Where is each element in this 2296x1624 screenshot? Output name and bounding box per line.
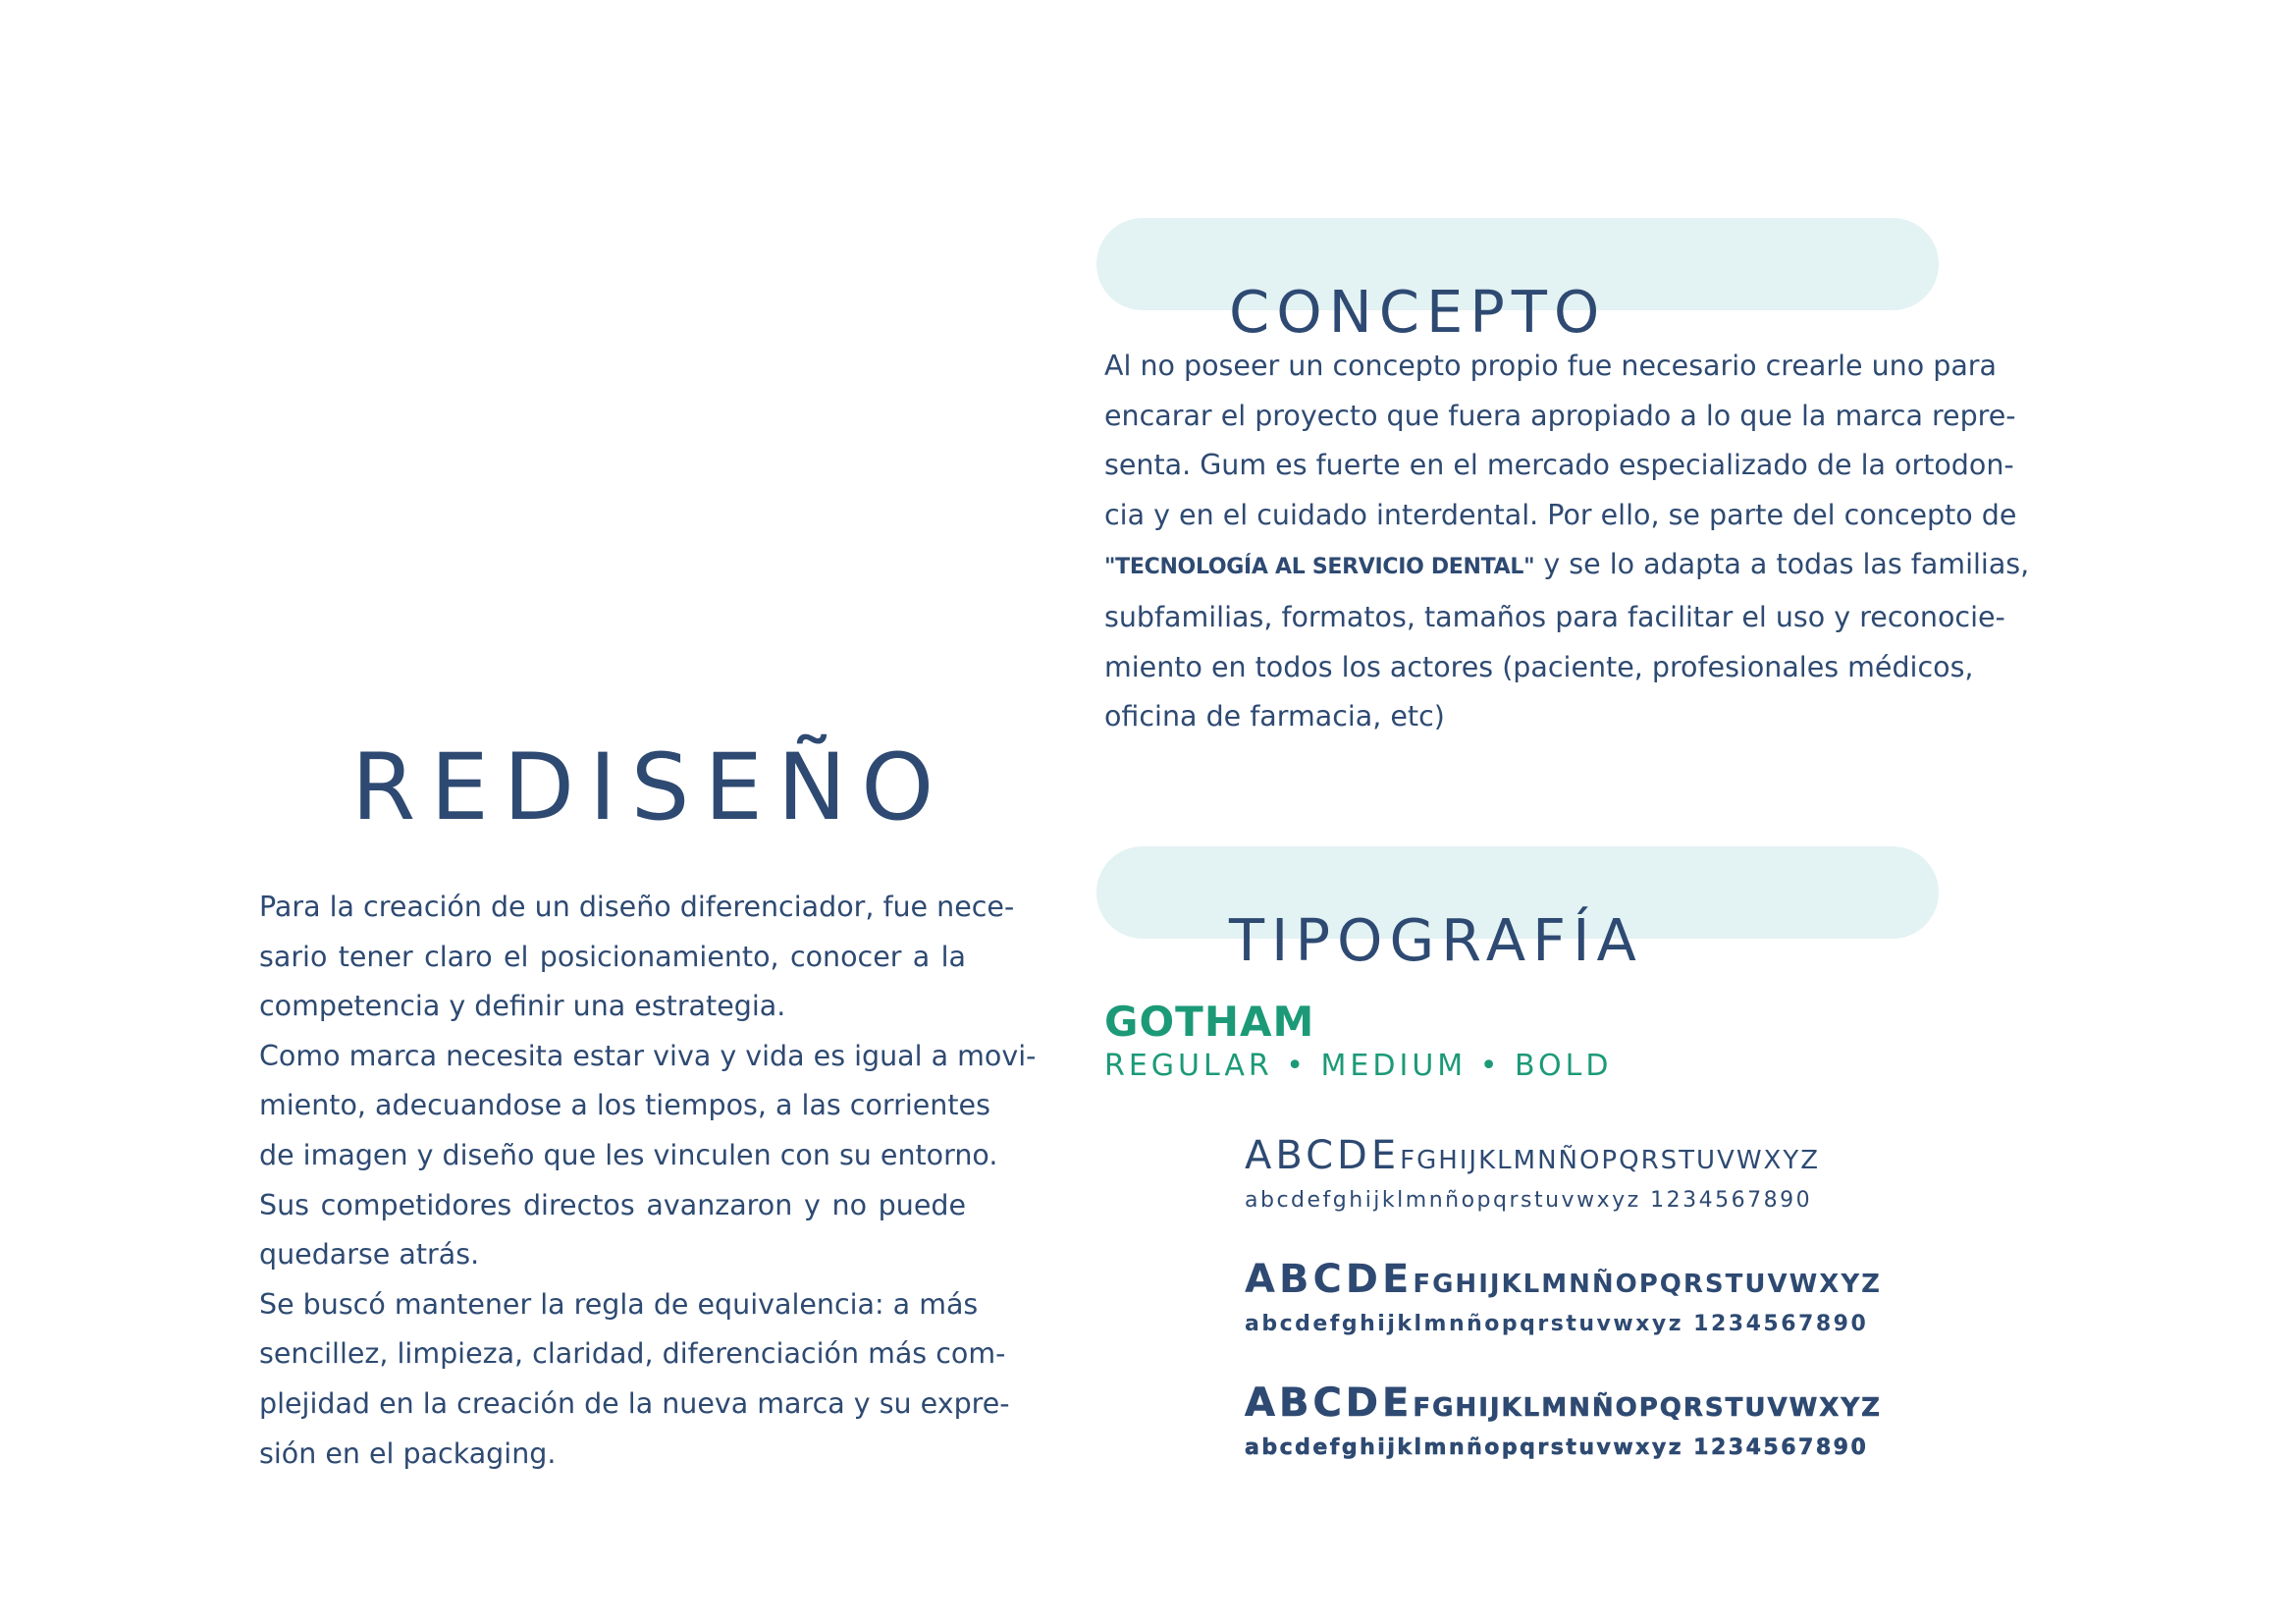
rediseno-line: quedarse atrás.	[259, 1238, 480, 1272]
rediseno-line: competencia y definir una estrategia.	[259, 990, 786, 1023]
concepto-title: CONCEPTO	[1229, 277, 1607, 346]
concepto-line: oficina de farmacia, etc)	[1104, 700, 1445, 733]
rediseno-title: REDISEÑO	[351, 734, 949, 841]
concepto-line-with-tagline	[1104, 540, 2030, 593]
rediseno-line: miento, adecuandose a los tiempos, a las corrientes	[259, 1089, 990, 1122]
specimen-upper-large: ABCDE	[1245, 1380, 1414, 1426]
rediseno-line: Se buscó mantener la regla de equivalencia: a más	[259, 1287, 979, 1321]
rediseno-line: Sus competidores directos avanzaron y no puede	[259, 1188, 966, 1221]
concepto-paragraph	[1104, 342, 2030, 742]
specimen-upper-small: FGHIJKLMNÑOPQRSTUVWXYZ	[1400, 1146, 1821, 1175]
font-name: GOTHAM	[1104, 998, 1315, 1046]
rediseno-line: Como marca necesita estar viva y vida es igual a movi-	[259, 1039, 1037, 1072]
concepto-line: cia y en el cuidado interdental. Por ello, se parte del concepto de	[1104, 498, 2017, 531]
concepto-line: subfamilias, formatos, tamaños para facilitar el uso y reconocie-	[1104, 600, 2005, 633]
concepto-line: miento en todos los actores (paciente, profesionales médicos,	[1104, 650, 1974, 683]
specimen-uppercase	[1245, 1257, 1882, 1310]
specimen-upper-large: ABCDE	[1245, 1257, 1414, 1302]
rediseno-line: sario tener claro el posicionamiento, conocer a la	[259, 940, 966, 973]
rediseno-paragraph	[259, 883, 1037, 1479]
specimen-uppercase	[1245, 1380, 1882, 1434]
tipografia-heading-pill	[1096, 846, 1939, 974]
specimen-upper-small: FGHIJKLMNÑOPQRSTUVWXYZ	[1413, 1270, 1883, 1299]
concepto-heading-pill	[1096, 218, 1939, 346]
concepto-tagline: "TECNOLOGÍA AL SERVICIO DENTAL"	[1104, 555, 1535, 580]
specimen-upper-small: FGHIJKLMNÑOPQRSTUVWXYZ	[1413, 1393, 1883, 1423]
font-weights: REGULAR • MEDIUM • BOLD	[1104, 1049, 1613, 1083]
concepto-line: senta. Gum es fuerte en el mercado especializado de la ortodon-	[1104, 449, 2014, 482]
rediseno-line: plejidad en la creación de la nueva marca y su expre-	[259, 1386, 1010, 1420]
specimen-upper-large: ABCDE	[1245, 1133, 1401, 1178]
rediseno-line: sencillez, limpieza, claridad, diferenciación más com-	[259, 1337, 1006, 1371]
specimen-medium	[1245, 1257, 1882, 1339]
concepto-line: Al no poseer un concepto propio fue necesario crearle uno para	[1104, 350, 1997, 382]
specimen-lowercase: abcdefghijklmnñopqrstuvwxyz 1234567890	[1245, 1312, 1869, 1336]
concepto-line: encarar el proyecto que fuera apropiado a lo que la marca repre-	[1104, 399, 2016, 432]
rediseno-line: sión en el packaging.	[259, 1436, 557, 1470]
specimen-bold	[1245, 1380, 1882, 1463]
specimen-regular	[1245, 1133, 1820, 1216]
specimen-uppercase	[1245, 1133, 1820, 1186]
specimen-lowercase: abcdefghijklmnñopqrstuvwxyz 1234567890	[1245, 1188, 1813, 1213]
concepto-line: y se lo adapta a todas las familias,	[1543, 548, 2030, 581]
rediseno-line: Para la creación de un diseño diferenciador, fue nece-	[259, 891, 1015, 923]
rediseno-line: de imagen y diseño que les vinculen con su entorno.	[259, 1138, 998, 1171]
tipografia-title: TIPOGRAFÍA	[1229, 905, 1643, 974]
specimen-lowercase: abcdefghijklmnñopqrstuvwxyz 1234567890	[1245, 1435, 1869, 1460]
